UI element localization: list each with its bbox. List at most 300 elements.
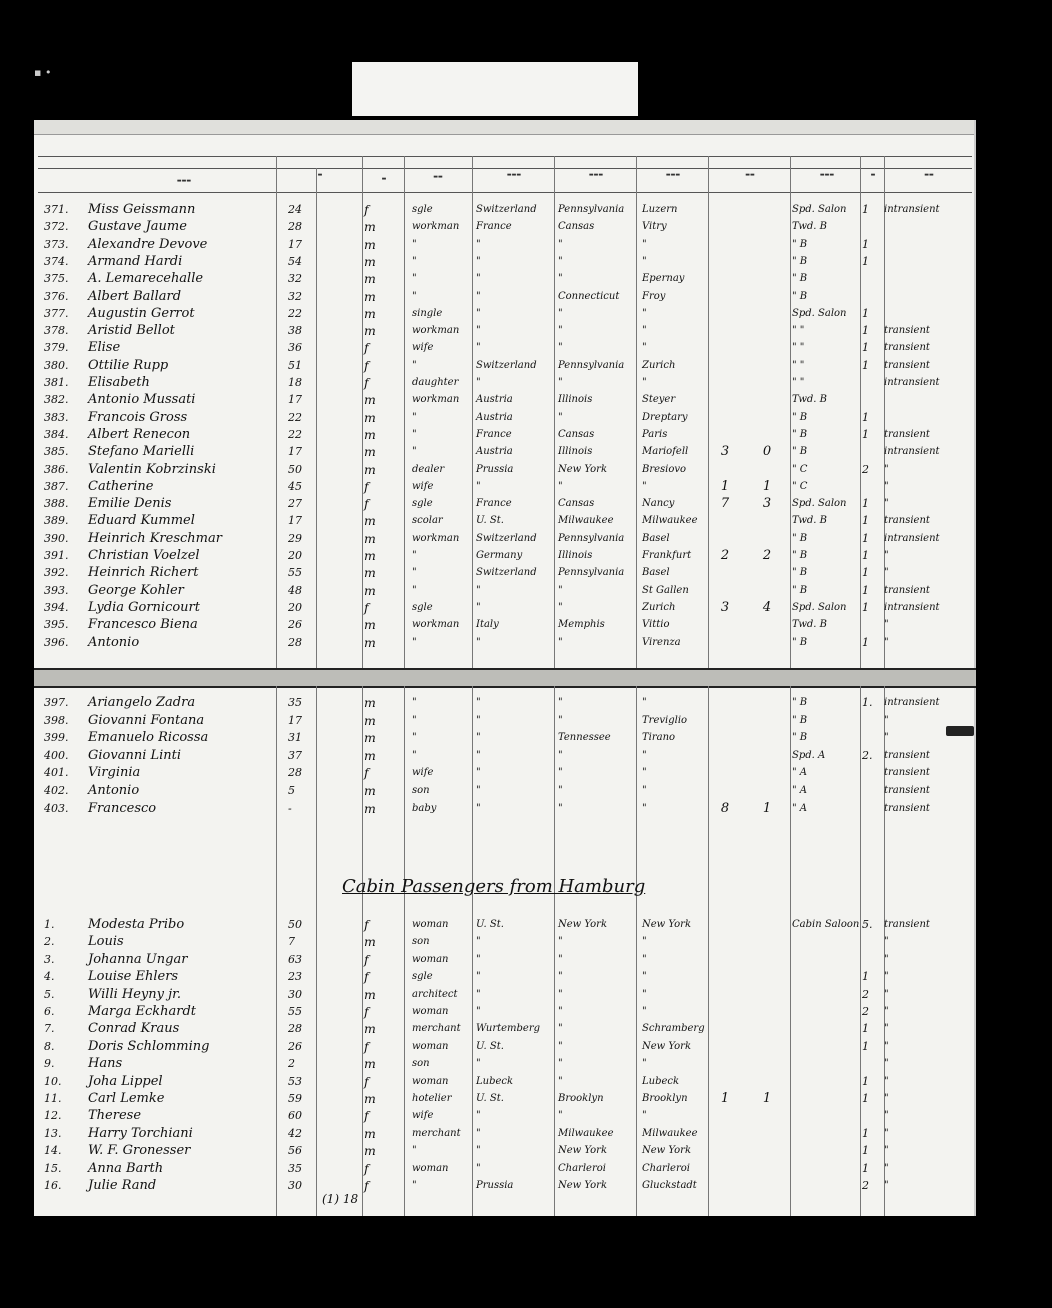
place-of-starting: Mariofell — [642, 446, 689, 458]
age-years: 26 — [288, 1039, 302, 1053]
row-number: 392. — [44, 566, 69, 580]
pieces-of-baggage: 1 — [862, 306, 869, 320]
pieces-of-baggage: 1 — [862, 341, 869, 355]
occupation: " — [412, 1180, 417, 1191]
row-number: 16. — [44, 1179, 62, 1192]
location-of-space: Spd. Salon — [792, 601, 847, 613]
table-row — [34, 443, 976, 461]
destination: " — [558, 936, 563, 948]
location-of-space: " B — [792, 446, 808, 458]
table-row — [34, 764, 976, 782]
age-years: 20 — [288, 549, 302, 562]
sex: m — [364, 323, 376, 339]
sex: m — [364, 934, 376, 950]
transient-status: transient — [884, 325, 930, 337]
place-of-starting: Milwaukee — [642, 1127, 698, 1139]
destination: Pennsylvania — [558, 532, 625, 544]
destination: " — [558, 749, 563, 761]
pieces-of-baggage: 1 — [862, 549, 869, 562]
place-of-starting: St Gallen — [642, 584, 689, 596]
country: " — [476, 971, 481, 983]
place-of-starting: Zurich — [642, 359, 676, 371]
country: Switzerland — [476, 567, 537, 579]
location-of-space: Twd. B — [792, 221, 827, 233]
location-of-space: Twd. B — [792, 515, 827, 527]
row-number: 394. — [44, 600, 69, 614]
age-years: 54 — [288, 254, 302, 268]
table-row — [34, 426, 976, 444]
transient-status: " — [884, 971, 889, 983]
sex: m — [364, 730, 376, 746]
place-of-starting: " — [642, 377, 647, 388]
country: U. St. — [476, 1040, 504, 1052]
country: France — [476, 498, 512, 510]
destination: Charleroi — [558, 1162, 606, 1174]
sex: m — [364, 1125, 376, 1141]
place-of-starting: " — [642, 1110, 647, 1122]
passenger-name: Christian Voelzel — [88, 548, 200, 563]
passenger-name: Valentin Kobrzinski — [88, 461, 216, 477]
table-row — [34, 800, 976, 818]
occupation: woman — [412, 1040, 449, 1052]
transient-status: " — [884, 1180, 889, 1191]
destination: New York — [558, 1145, 607, 1157]
passenger-name: Emilie Denis — [88, 496, 172, 512]
country: " — [476, 307, 481, 319]
passenger-name: Armand Hardi — [88, 253, 183, 269]
age-years: 20 — [288, 600, 302, 614]
occupation: " — [412, 697, 417, 708]
country: " — [476, 714, 481, 726]
table-row — [34, 1003, 976, 1021]
destination: Milwaukee — [558, 1127, 614, 1139]
transient-status: " — [884, 1075, 889, 1087]
table-row — [34, 305, 976, 323]
age-years: 5 — [288, 784, 295, 797]
age-years: 22 — [288, 427, 302, 441]
row-number: 2. — [44, 935, 55, 949]
place-of-starting: New York — [642, 1040, 691, 1052]
destination: " — [558, 988, 563, 1000]
age-years: 32 — [288, 272, 302, 286]
table-row — [34, 916, 976, 934]
age-years: 17 — [288, 514, 302, 528]
destination: " — [558, 584, 563, 596]
passenger-name: Francesco Biena — [88, 617, 198, 633]
country: " — [476, 325, 481, 337]
pieces-of-baggage: 1 — [862, 427, 869, 441]
place-of-starting: " — [642, 988, 647, 1000]
table-row — [34, 253, 976, 271]
occupation: woman — [412, 1162, 449, 1174]
table-row — [34, 391, 976, 409]
occupation: workman — [412, 325, 460, 337]
country: " — [476, 732, 481, 744]
place-of-starting: " — [642, 255, 647, 267]
occupation: hotelier — [412, 1093, 452, 1104]
place-of-starting: Tirano — [642, 732, 676, 744]
occupation: " — [412, 428, 417, 440]
destination: " — [558, 255, 563, 267]
header-baggage: ▬ — [870, 172, 876, 178]
table-row — [34, 1177, 976, 1195]
transient-status: " — [884, 732, 889, 744]
occupation: woman — [412, 1075, 449, 1087]
country: " — [476, 1110, 481, 1122]
age-years: 7 — [288, 935, 295, 949]
country: " — [476, 342, 481, 354]
pieces-of-baggage: 1 — [862, 566, 869, 580]
age-years: 29 — [288, 531, 302, 545]
occupation: " — [412, 238, 417, 250]
row-number: 371. — [44, 203, 69, 216]
place-of-starting: " — [642, 480, 647, 492]
row-number: 10. — [44, 1074, 62, 1088]
place-of-starting: Bresiovo — [642, 463, 687, 475]
passenger-name: Johanna Ungar — [88, 951, 188, 967]
transient-status: transient — [884, 785, 930, 796]
country: Switzerland — [476, 359, 537, 371]
age-years: 55 — [288, 566, 302, 580]
row-number: 381. — [44, 376, 69, 389]
place-of-starting: Frankfurt — [642, 550, 692, 561]
transient-status: " — [884, 953, 889, 965]
place-of-starting: Milwaukee — [642, 515, 698, 527]
destination: " — [558, 1110, 563, 1122]
age-years: 35 — [288, 1161, 302, 1175]
age-years: 60 — [288, 1109, 302, 1123]
passenger-name: Antonio Mussati — [88, 392, 196, 408]
country: " — [476, 1145, 481, 1157]
passenger-name: Augustin Gerrot — [88, 305, 195, 321]
pieces-of-baggage: 2 — [862, 462, 869, 476]
place-of-starting: Paris — [642, 428, 668, 440]
occupation: son — [412, 1058, 430, 1070]
row-number: 397. — [44, 696, 69, 709]
transient-status: intransient — [884, 204, 940, 215]
row-number: 377. — [44, 306, 69, 320]
occupation: merchant — [412, 1127, 461, 1139]
location-of-space: " B — [792, 238, 808, 250]
destination: New York — [558, 919, 607, 930]
table-row — [34, 747, 976, 765]
passenger-name: Doris Schlomming — [88, 1038, 210, 1054]
destination: Illinois — [558, 394, 593, 406]
row-number: 395. — [44, 618, 69, 632]
occupation: scolar — [412, 515, 443, 527]
age-years: 17 — [288, 713, 302, 727]
label-card — [352, 62, 638, 116]
passenger-name: George Kohler — [88, 582, 184, 598]
occupation: daughter — [412, 377, 459, 388]
sex: f — [364, 478, 369, 494]
age-years: 23 — [288, 970, 302, 984]
country: " — [476, 636, 481, 648]
passenger-name: Virginia — [88, 765, 141, 781]
table-row — [34, 968, 976, 986]
destination: " — [558, 325, 563, 337]
row-number: 374. — [44, 254, 69, 268]
passenger-name: Elise — [88, 340, 121, 356]
row-number: 380. — [44, 358, 69, 372]
row-number: 12. — [44, 1109, 62, 1123]
table-row — [34, 374, 976, 392]
sex: m — [364, 617, 376, 633]
occupation: woman — [412, 953, 449, 965]
location-of-space: " B — [792, 273, 808, 285]
pieces-of-baggage: 1 — [862, 1039, 869, 1053]
pieces-of-baggage: 1 — [862, 1161, 869, 1175]
place-of-starting: New York — [642, 1145, 691, 1157]
place-of-starting: Basel — [642, 532, 670, 544]
passenger-name: Aristid Bellot — [88, 323, 175, 339]
location-of-space: " A — [792, 785, 807, 796]
row-number: 13. — [44, 1126, 62, 1140]
transient-status: " — [884, 619, 889, 631]
age-years: 24 — [288, 203, 302, 216]
pieces-of-baggage: 1 — [862, 203, 869, 216]
sex: m — [364, 747, 376, 763]
table-row — [34, 782, 976, 800]
passenger-name: Antonio — [88, 783, 140, 798]
place-of-starting: " — [642, 936, 647, 948]
transient-status: " — [884, 1127, 889, 1139]
sex: f — [364, 765, 369, 781]
header-occupation: ▬▬ — [433, 174, 443, 180]
transient-status: transient — [884, 919, 930, 930]
occupation: " — [412, 584, 417, 596]
table-row — [34, 512, 976, 530]
pieces-of-baggage: 1. — [862, 696, 873, 709]
passenger-name: Carl Lemke — [88, 1091, 165, 1106]
location-of-space: " A — [792, 767, 807, 779]
count-a: 8 — [720, 800, 730, 816]
transient-status: transient — [884, 359, 930, 371]
table-row — [34, 530, 976, 548]
pieces-of-baggage: 1 — [862, 497, 869, 511]
country: " — [476, 988, 481, 1000]
count-b: 1 — [762, 478, 772, 494]
passenger-name: Conrad Kraus — [88, 1021, 180, 1037]
place-of-starting: Froy — [642, 290, 666, 302]
table-row — [34, 951, 976, 969]
location-of-space: Spd. Salon — [792, 204, 847, 215]
row-number: 11. — [44, 1092, 62, 1105]
sex: f — [364, 1108, 369, 1124]
table-row — [34, 409, 976, 427]
age-years: 17 — [288, 237, 302, 251]
country: Switzerland — [476, 204, 537, 215]
age-years: 22 — [288, 306, 302, 320]
country: " — [476, 936, 481, 948]
occupation: " — [412, 732, 417, 744]
age-years: 59 — [288, 1092, 302, 1105]
transient-status: " — [884, 550, 889, 561]
sex: m — [364, 582, 376, 598]
passenger-name: Alexandre Devove — [88, 236, 208, 252]
row-number: 389. — [44, 514, 69, 528]
occupation: wife — [412, 767, 434, 779]
destination: " — [558, 636, 563, 648]
row-number: 9. — [44, 1057, 55, 1071]
transient-status: intransient — [884, 601, 940, 613]
age-years: 30 — [288, 1179, 302, 1192]
occupation: woman — [412, 1006, 449, 1017]
age-years: 38 — [288, 324, 302, 338]
destination: " — [558, 971, 563, 983]
destination: " — [558, 1006, 563, 1017]
country: Prussia — [476, 1180, 514, 1191]
passenger-name: Anna Barth — [88, 1160, 164, 1176]
table-row — [34, 616, 976, 634]
sex: m — [364, 800, 376, 816]
destination: Tennessee — [558, 732, 611, 744]
location-of-space: " " — [792, 377, 805, 388]
destination: " — [558, 601, 563, 613]
country: " — [476, 767, 481, 779]
table-row — [34, 461, 976, 479]
pieces-of-baggage: 1 — [862, 358, 869, 372]
destination: " — [558, 714, 563, 726]
row-number: 373. — [44, 237, 69, 251]
location-of-space: " " — [792, 359, 805, 371]
age-years: 30 — [288, 987, 302, 1001]
sex: m — [364, 986, 376, 1002]
country: Austria — [476, 411, 513, 423]
pieces-of-baggage: 1 — [862, 237, 869, 251]
table-row — [34, 1020, 976, 1038]
transient-status: " — [884, 1006, 889, 1017]
location-of-space: " B — [792, 411, 808, 423]
occupation: workman — [412, 394, 460, 406]
sex: f — [364, 917, 369, 932]
row-number: 402. — [44, 784, 69, 797]
location-of-space: " B — [792, 636, 808, 648]
table-row — [34, 495, 976, 513]
place-of-starting: Virenza — [642, 636, 681, 648]
row-number: 390. — [44, 531, 69, 545]
occupation: single — [412, 307, 443, 319]
age-years: 50 — [288, 918, 302, 931]
occupation: " — [412, 359, 417, 371]
location-of-space: " B — [792, 567, 808, 579]
sex: m — [364, 513, 376, 529]
destination: " — [558, 377, 563, 388]
passenger-name: A. Lemarecehalle — [88, 271, 204, 287]
sex: f — [364, 1160, 369, 1176]
age-years: 26 — [288, 618, 302, 632]
page-seam — [34, 668, 976, 688]
country: Germany — [476, 550, 523, 561]
row-number: 400. — [44, 748, 69, 762]
age-years: 63 — [288, 952, 302, 966]
place-of-starting: Brooklyn — [642, 1093, 688, 1104]
manifest-sheet — [34, 120, 976, 1216]
sex: m — [364, 219, 376, 235]
transient-status: transient — [884, 767, 930, 779]
occupation: sgle — [412, 498, 433, 510]
occupation: workman — [412, 221, 460, 233]
country: " — [476, 749, 481, 761]
location-of-space: " B — [792, 714, 808, 726]
country: Austria — [476, 446, 513, 458]
count-b: 2 — [762, 548, 772, 563]
destination: Pennsylvania — [558, 567, 625, 579]
country: Switzerland — [476, 532, 537, 544]
row-number: 401. — [44, 766, 69, 780]
sex: m — [364, 426, 376, 442]
place-of-starting: Treviglio — [642, 714, 688, 726]
header-country: ▬▬▬ — [506, 172, 522, 178]
destination: New York — [558, 463, 607, 475]
pieces-of-baggage: 1 — [862, 1144, 869, 1158]
header-rule-mid — [38, 168, 972, 169]
location-of-space: " B — [792, 255, 808, 267]
passenger-name: Eduard Kummel — [88, 513, 195, 529]
sex: m — [364, 1091, 376, 1106]
row-number: 1. — [44, 918, 55, 931]
passenger-name: Francesco — [88, 800, 157, 816]
transient-status: " — [884, 1023, 889, 1035]
age-years: 31 — [288, 731, 302, 745]
header-location: ▬▬▬ — [819, 172, 835, 178]
table-row — [34, 1125, 976, 1143]
location-of-space: Twd. B — [792, 394, 827, 406]
table-row — [34, 712, 976, 730]
row-number: 378. — [44, 324, 69, 338]
sex: m — [364, 565, 376, 581]
destination: Pennsylvania — [558, 204, 625, 215]
place-of-starting: " — [642, 1058, 647, 1070]
sex: f — [364, 1004, 369, 1019]
sex: m — [364, 1143, 376, 1159]
count-a: 3 — [720, 599, 730, 615]
age-years: 17 — [288, 393, 302, 407]
pieces-of-baggage: 1 — [862, 1092, 869, 1105]
occupation: " — [412, 1145, 417, 1157]
passenger-name: W. F. Gronesser — [88, 1143, 191, 1159]
destination: New York — [558, 1180, 607, 1191]
occupation: wife — [412, 480, 434, 492]
age-years: 22 — [288, 410, 302, 424]
occupation: son — [412, 785, 430, 796]
passenger-name: Joha Lippel — [88, 1073, 163, 1089]
country: " — [476, 290, 481, 302]
occupation: dealer — [412, 463, 445, 475]
row-number: 386. — [44, 462, 69, 476]
table-row — [34, 599, 976, 617]
header-rule-bottom — [38, 192, 972, 193]
header-destination: ▬▬▬ — [588, 172, 604, 178]
age-years: - — [288, 801, 292, 815]
table-row — [34, 1073, 976, 1091]
passenger-name: Modesta Pribo — [88, 917, 185, 932]
footer-note: (1) 18 — [322, 1192, 359, 1206]
place-of-starting: Lubeck — [642, 1075, 680, 1087]
place-of-starting: Zurich — [642, 601, 676, 613]
country: " — [476, 802, 481, 814]
passenger-name: Francois Gross — [88, 409, 188, 425]
table-row — [34, 1142, 976, 1160]
transient-status: intransient — [884, 532, 940, 544]
pieces-of-baggage: 1 — [862, 583, 869, 597]
country: U. St. — [476, 1093, 504, 1104]
sex: m — [364, 1056, 376, 1072]
age-years: 35 — [288, 696, 302, 709]
place-of-starting: Vitry — [642, 221, 667, 233]
passenger-name: Antonio — [88, 634, 140, 650]
count-a: 1 — [720, 1091, 730, 1106]
